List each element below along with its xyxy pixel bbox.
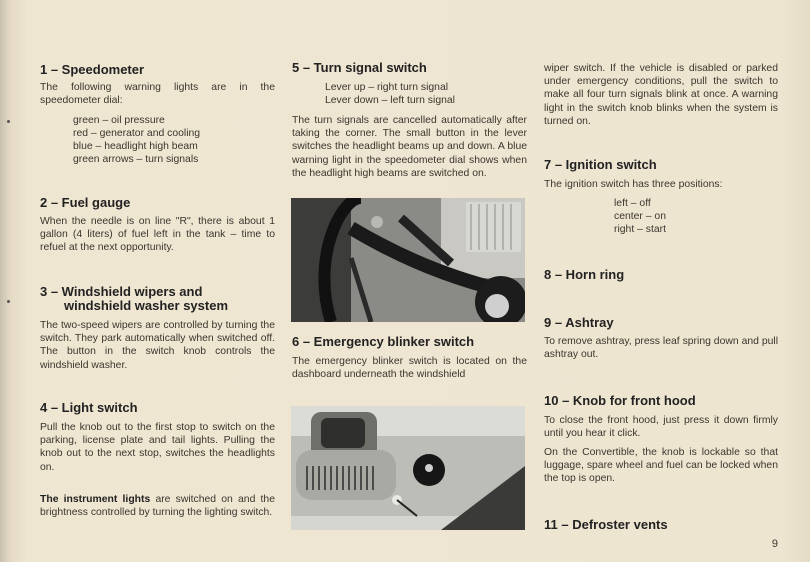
ignition-switch-heading: 7 – Ignition switch bbox=[544, 157, 657, 172]
emergency-blinker-heading: 6 – Emergency blinker switch bbox=[292, 334, 475, 349]
light-item: green arrows – turn signals bbox=[73, 154, 199, 165]
turn-signal-item: Lever down – left turn signal bbox=[325, 95, 455, 106]
front-hood-text: To close the front hood, just press it down firmly until you hear it click. bbox=[544, 415, 778, 440]
margin-mark bbox=[7, 120, 10, 123]
ignition-position: left – off bbox=[614, 198, 651, 209]
fuel-gauge-heading: 2 – Fuel gauge bbox=[40, 195, 131, 210]
dashboard-illustration bbox=[291, 406, 525, 530]
ignition-switch-text: The ignition switch has three positions: bbox=[544, 179, 723, 190]
ignition-position: right – start bbox=[614, 224, 666, 235]
defroster-vents-heading: 11 – Defroster vents bbox=[544, 517, 668, 532]
ignition-position: center – on bbox=[614, 211, 666, 222]
steering-wheel-photo bbox=[291, 198, 525, 322]
dashboard-photo bbox=[291, 406, 525, 530]
light-item: green – oil pressure bbox=[73, 115, 165, 126]
horn-ring-heading: 8 – Horn ring bbox=[544, 267, 625, 282]
ashtray-heading: 9 – Ashtray bbox=[544, 315, 614, 330]
light-item: blue – headlight high beam bbox=[73, 141, 198, 152]
wipers-heading-line1: 3 – Windshield wipers and bbox=[40, 284, 203, 299]
ashtray-text: To remove ashtray, press leaf spring down and pull ashtray out. bbox=[544, 336, 778, 361]
turn-signal-text: The turn signals are cancelled automatically after taking the corner. The small button in the lever switches the headlight beams up and down. A blue warning light in the speedometer dial shows when the headlight high beams are switched on. bbox=[292, 115, 527, 179]
speedometer-text: The following warning lights are in the speedometer dial: bbox=[40, 82, 275, 107]
convertible-text: On the Convertible, the knob is lockable so that luggage, spare wheel and fuel can be locked when the top is open. bbox=[544, 447, 778, 485]
steering-wheel-illustration bbox=[291, 198, 525, 322]
turn-signal-heading: 5 – Turn signal switch bbox=[292, 60, 427, 75]
speedometer-heading: 1 – Speedometer bbox=[40, 62, 145, 77]
emergency-blinker-continued: wiper switch. If the vehicle is disabled or parked under emergency conditions, pull the switch to make all four turn signals blink at once. A warning light in the switch knob blinks when the system is turned on. bbox=[544, 63, 778, 127]
front-hood-heading: 10 – Knob for front hood bbox=[544, 393, 696, 408]
instrument-lights-rest: are switched on and the brightness controlled by turning the lighting switch. bbox=[40, 494, 275, 519]
wipers-heading-line2: windshield washer system bbox=[64, 298, 229, 313]
instrument-lights-text bbox=[40, 493, 275, 519]
light-item: red – generator and cooling bbox=[73, 128, 201, 139]
wipers-text: The two-speed wipers are controlled by turning the switch. They park automatically when switched off. The button in the switch knob controls the windshield washer. bbox=[40, 320, 275, 371]
light-switch-heading: 4 – Light switch bbox=[40, 400, 138, 415]
page-number: 9 bbox=[771, 538, 778, 550]
turn-signal-item: Lever up – right turn signal bbox=[325, 82, 449, 93]
fuel-gauge-text: When the needle is on line "R", there is about 1 gallon (4 liters) of fuel left in the tank – time to refuel at the next opportunity. bbox=[40, 216, 275, 254]
emergency-blinker-text: The emergency blinker switch is located on the dashboard underneath the windshield bbox=[292, 356, 527, 381]
margin-mark bbox=[7, 300, 10, 303]
instrument-lights-bold: The instrument lights bbox=[40, 494, 151, 505]
light-switch-text: Pull the knob out to the first stop to switch on the parking, license plate and tail lights. Pulling the knob out to the next stop, switches the headlights on. bbox=[40, 422, 275, 473]
